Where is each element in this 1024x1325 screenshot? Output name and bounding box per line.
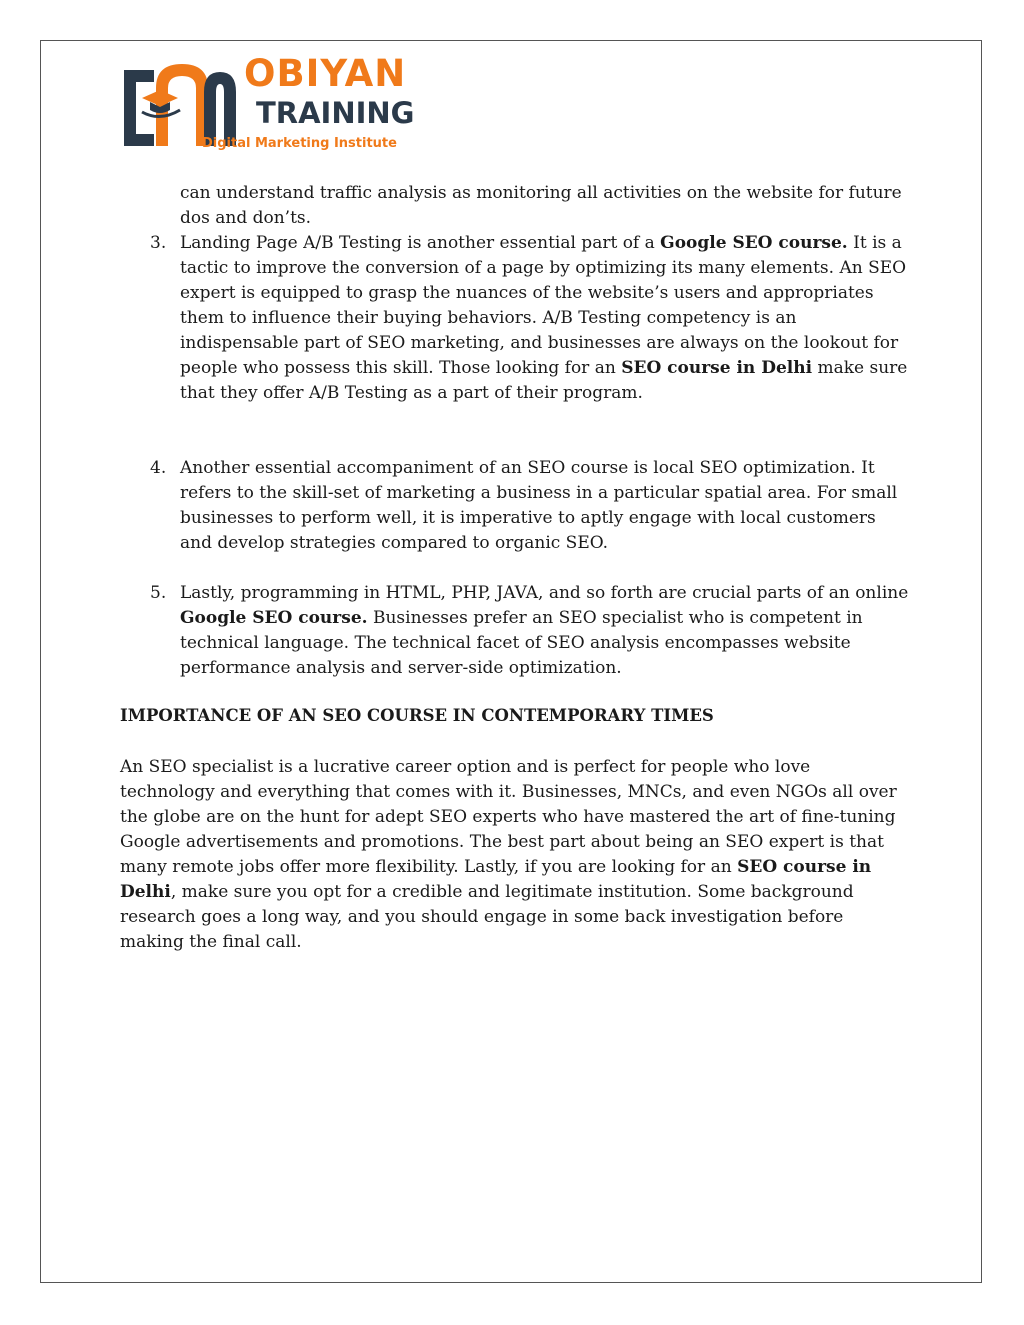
text-run: Landing Page A/B Testing is another essential part of a (180, 233, 661, 253)
list-item-text (180, 231, 910, 406)
logo-tagline: Digital Marketing Institute (202, 136, 397, 151)
bold-keyword: SEO course in Delhi (120, 857, 872, 902)
text-run: , make sure you opt for a credible and legitimate institution. Some background research goes a long way, and you should engage in some back investigation before making the final call. (120, 882, 854, 952)
list-item-text (180, 581, 910, 681)
list-number: 4. (150, 458, 167, 478)
list-number: 5. (150, 583, 167, 603)
bold-keyword: SEO course in Delhi (621, 358, 813, 378)
section-heading: IMPORTANCE OF AN SEO COURSE IN CONTEMPORARY TIMES (120, 706, 714, 725)
text-run: It is a tactic to improve the conversion of a page by optimizing its many elements. An SEO expert is equipped to grasp the nuances of the website’s users and appropriates them to influence their buying behaviors. A/B Testing competency is an indispensable part of SEO marketing, and businesses are always on the lookout for people who possess this skill. Those looking for an (180, 233, 907, 378)
bold-keyword: Google SEO course. (180, 608, 368, 628)
obiyan-logo (120, 52, 440, 162)
text-run: Lastly, programming in HTML, PHP, JAVA, and so forth are crucial parts of an online (180, 583, 909, 603)
list-number: 3. (150, 233, 167, 253)
text-run: Businesses prefer an SEO specialist who is competent in technical language. The technical facet of SEO analysis encompasses website performance analysis and server-side optimization. (180, 608, 863, 678)
body-paragraph (120, 755, 910, 955)
list-item-text: Another essential accompaniment of an SEO course is local SEO optimization. It refers to the skill-set of marketing a business in a particular spatial area. For small businesses to perform well, it is imperative to aptly engage with local customers and develop strategies compared to organic SEO. (180, 458, 898, 553)
text-run: make sure that they offer A/B Testing as a part of their program. (180, 358, 908, 403)
logo-word-obiyan: OBIYAN (244, 52, 407, 95)
logo-word-training: TRAINING (256, 96, 415, 130)
continuation-text: can understand traffic analysis as monitoring all activities on the website for future dos and don’ts. (180, 183, 902, 228)
bold-keyword: Google SEO course. (660, 233, 848, 253)
text-run: An SEO specialist is a lucrative career option and is perfect for people who love technology and everything that comes with it. Businesses, MNCs, and even NGOs all over the globe are on the hunt for adept SEO experts who have mastered the art of fine-tuning Google advertisements and promotions. The best part about being an SEO expert is that many remote jobs offer more flexibility. Lastly, if you are looking for an (120, 757, 897, 877)
